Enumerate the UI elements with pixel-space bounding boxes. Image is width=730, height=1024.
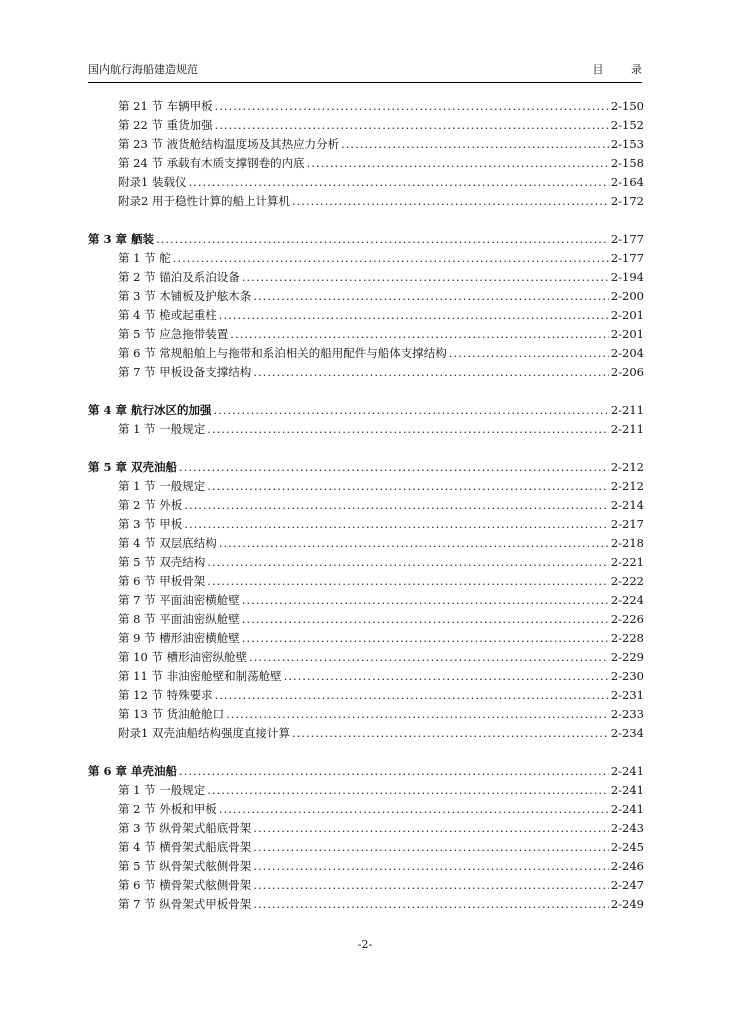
dot-leader xyxy=(242,629,609,648)
toc-entry-page: 2-152 xyxy=(610,118,644,132)
toc-entry-label: 第 4 节 横骨架式船底骨架 xyxy=(118,840,252,854)
toc-entry-page: 2-243 xyxy=(610,821,644,835)
toc-section-entry[interactable] xyxy=(88,534,644,553)
toc-entry-label: 第 6 节 横骨架式舷侧骨架 xyxy=(118,878,252,892)
toc-entry-label: 第 4 章 航行冰区的加强 xyxy=(88,403,212,417)
toc-section-entry[interactable] xyxy=(88,781,644,800)
toc-entry-page: 2-212 xyxy=(610,460,644,474)
toc-entry-page: 2-221 xyxy=(610,555,644,569)
dot-leader xyxy=(173,249,609,268)
dot-leader xyxy=(207,553,609,572)
toc-entry-page: 2-217 xyxy=(610,517,644,531)
toc-entry-label: 附录1 装载仪 xyxy=(118,175,187,189)
toc-section-entry[interactable] xyxy=(88,895,644,914)
running-header xyxy=(88,63,654,83)
dot-leader xyxy=(184,515,609,534)
dot-leader xyxy=(188,173,608,192)
toc-entry-page: 2-226 xyxy=(610,612,644,626)
toc-entry-page: 2-246 xyxy=(610,859,644,873)
toc-chapter-entry[interactable] xyxy=(88,762,644,781)
toc-chapter-entry[interactable] xyxy=(88,458,644,477)
toc-entry-label: 第 1 节 一般规定 xyxy=(118,783,206,797)
toc-entry-label: 第 6 节 甲板骨架 xyxy=(118,574,206,588)
toc-entry-page: 2-249 xyxy=(610,897,644,911)
dot-leader xyxy=(207,572,609,591)
toc-entry-label: 第 3 节 甲板 xyxy=(118,517,183,531)
toc-entry-page: 2-222 xyxy=(610,574,644,588)
header-section: 目 录 xyxy=(592,63,654,76)
toc-entry-label: 第 2 节 外板和甲板 xyxy=(118,802,217,816)
toc-entry-label: 第 7 节 甲板设备支撑结构 xyxy=(118,365,252,379)
toc-entry-label: 第 5 节 双壳结构 xyxy=(118,555,206,569)
toc-section-entry[interactable] xyxy=(88,800,644,819)
toc-entry-page: 2-164 xyxy=(610,175,644,189)
dot-leader xyxy=(230,325,609,344)
toc-entry-label: 第 4 节 桅或起重柱 xyxy=(118,308,217,322)
toc-section-entry[interactable] xyxy=(88,819,644,838)
toc-entry-page: 2-214 xyxy=(610,498,644,512)
toc-entry-label: 第 11 节 非油密舱壁和制荡舱壁 xyxy=(118,669,282,683)
toc-entry-page: 2-206 xyxy=(610,365,644,379)
toc-section-entry[interactable] xyxy=(88,135,644,154)
toc-entry-label: 第 3 节 木铺板及护舷木条 xyxy=(118,289,252,303)
toc-entry-label: 第 5 节 应急拖带装置 xyxy=(118,327,229,341)
dot-leader xyxy=(292,724,609,743)
toc-entry-page: 2-241 xyxy=(610,802,644,816)
toc-section-entry[interactable] xyxy=(88,420,644,439)
toc-chapter-entry[interactable] xyxy=(88,401,644,420)
toc-entry-label: 第 23 节 液货舱结构温度场及其热应力分析 xyxy=(118,137,340,151)
toc-entry-page: 2-158 xyxy=(610,156,644,170)
dot-leader xyxy=(253,287,609,306)
toc-entry-label: 第 21 节 车辆甲板 xyxy=(118,99,213,113)
toc-section-entry[interactable] xyxy=(88,572,644,591)
toc-entry-page: 2-233 xyxy=(610,707,644,721)
toc-entry-page: 2-228 xyxy=(610,631,644,645)
dot-leader xyxy=(207,477,609,496)
page-number: -2- xyxy=(357,938,373,951)
toc-entry-page: 2-241 xyxy=(610,783,644,797)
dot-leader xyxy=(215,686,609,705)
toc-section-entry[interactable] xyxy=(88,154,644,173)
toc-entry-page: 2-200 xyxy=(610,289,644,303)
toc-entry-label: 第 7 节 纵骨架式甲板骨架 xyxy=(118,897,252,911)
toc-entry-label: 第 13 节 货油舱舱口 xyxy=(118,707,225,721)
toc-entry-page: 2-201 xyxy=(610,327,644,341)
toc-entry-label: 第 3 节 纵骨架式船底骨架 xyxy=(118,821,252,835)
dot-leader xyxy=(253,895,609,914)
dot-leader xyxy=(253,363,609,382)
dot-leader xyxy=(207,781,609,800)
dot-leader xyxy=(341,135,609,154)
toc-entry-page: 2-231 xyxy=(610,688,644,702)
toc-section-entry[interactable] xyxy=(88,249,644,268)
dot-leader xyxy=(449,344,609,363)
dot-leader xyxy=(219,306,609,325)
toc-entry-label: 第 8 节 平面油密纵舱壁 xyxy=(118,612,240,626)
toc-section-entry[interactable] xyxy=(88,363,644,382)
dot-leader xyxy=(219,534,609,553)
toc-entry-page: 2-177 xyxy=(610,232,644,246)
toc-entry-page: 2-218 xyxy=(610,536,644,550)
dot-leader xyxy=(242,268,609,287)
toc-section-entry[interactable] xyxy=(88,477,644,496)
dot-leader xyxy=(284,667,609,686)
toc-section-entry[interactable] xyxy=(88,648,644,667)
toc-section-entry[interactable] xyxy=(88,97,644,116)
toc-section-entry[interactable] xyxy=(88,857,644,876)
table-of-contents xyxy=(88,97,644,914)
toc-entry-label: 第 6 节 常规船舶上与拖带和系泊相关的船用配件与船体支撑结构 xyxy=(118,346,447,360)
toc-entry-page: 2-153 xyxy=(610,137,644,151)
toc-section-entry[interactable] xyxy=(88,705,644,724)
toc-entry-label: 第 2 节 外板 xyxy=(118,498,183,512)
toc-section-entry[interactable] xyxy=(88,724,644,743)
dot-leader xyxy=(184,496,609,515)
toc-entry-label: 第 1 节 舵 xyxy=(118,251,171,265)
toc-entry-page: 2-234 xyxy=(610,726,644,740)
dot-leader xyxy=(249,648,609,667)
toc-section-entry[interactable] xyxy=(88,344,644,363)
toc-entry-label: 第 24 节 承载有木质支撑钢卷的内底 xyxy=(118,156,305,170)
toc-entry-label: 第 4 节 双层底结构 xyxy=(118,536,217,550)
toc-entry-page: 2-230 xyxy=(610,669,644,683)
toc-section-entry[interactable] xyxy=(88,306,644,325)
dot-leader xyxy=(215,97,609,116)
toc-entry-page: 2-247 xyxy=(610,878,644,892)
toc-entry-label: 第 3 章 舾装 xyxy=(88,232,155,246)
dot-leader xyxy=(226,705,609,724)
toc-section-entry[interactable] xyxy=(88,287,644,306)
toc-entry-label: 第 5 节 纵骨架式舷侧骨架 xyxy=(118,859,252,873)
toc-entry-label: 第 1 节 一般规定 xyxy=(118,422,206,436)
dot-leader xyxy=(215,116,609,135)
toc-entry-page: 2-224 xyxy=(610,593,644,607)
toc-section-entry[interactable] xyxy=(88,591,644,610)
dot-leader xyxy=(253,838,609,857)
toc-entry-label: 第 22 节 重货加强 xyxy=(118,118,213,132)
toc-section-entry[interactable] xyxy=(88,838,644,857)
toc-entry-page: 2-241 xyxy=(610,764,644,778)
toc-entry-page: 2-172 xyxy=(610,194,644,208)
header-title: 国内航行海船建造规范 xyxy=(88,63,198,76)
dot-leader xyxy=(242,610,609,629)
dot-leader xyxy=(214,401,609,420)
toc-entry-label: 第 6 章 单壳油船 xyxy=(88,764,178,778)
dot-leader xyxy=(292,192,609,211)
dot-leader xyxy=(179,762,609,781)
dot-leader xyxy=(253,819,609,838)
toc-entry-label: 第 2 节 锚泊及系泊设备 xyxy=(118,270,240,284)
dot-leader xyxy=(207,420,609,439)
toc-entry-page: 2-229 xyxy=(610,650,644,664)
toc-entry-page: 2-150 xyxy=(610,99,644,113)
dot-leader xyxy=(219,800,609,819)
toc-section-entry[interactable] xyxy=(88,686,644,705)
toc-section-entry[interactable] xyxy=(88,192,644,211)
dot-leader xyxy=(179,458,609,477)
toc-entry-page: 2-201 xyxy=(610,308,644,322)
toc-entry-page: 2-204 xyxy=(610,346,644,360)
toc-entry-label: 第 9 节 槽形油密横舱壁 xyxy=(118,631,240,645)
toc-section-entry[interactable] xyxy=(88,325,644,344)
dot-leader xyxy=(253,857,609,876)
toc-entry-page: 2-212 xyxy=(610,479,644,493)
toc-entry-label: 第 7 节 平面油密横舱壁 xyxy=(118,593,240,607)
toc-chapter-entry[interactable] xyxy=(88,230,644,249)
toc-entry-label: 第 10 节 槽形油密纵舱壁 xyxy=(118,650,248,664)
toc-entry-label: 附录1 双壳油船结构强度直接计算 xyxy=(118,726,290,740)
toc-section-entry[interactable] xyxy=(88,667,644,686)
toc-section-entry[interactable] xyxy=(88,116,644,135)
dot-leader xyxy=(242,591,609,610)
toc-section-entry[interactable] xyxy=(88,496,644,515)
toc-entry-page: 2-177 xyxy=(610,251,644,265)
toc-entry-label: 第 5 章 双壳油船 xyxy=(88,460,178,474)
toc-entry-page: 2-211 xyxy=(610,403,644,417)
toc-section-entry[interactable] xyxy=(88,515,644,534)
toc-entry-label: 第 1 节 一般规定 xyxy=(118,479,206,493)
toc-entry-page: 2-194 xyxy=(610,270,644,284)
toc-section-entry[interactable] xyxy=(88,553,644,572)
toc-section-entry[interactable] xyxy=(88,629,644,648)
toc-entry-page: 2-211 xyxy=(610,422,644,436)
toc-section-entry[interactable] xyxy=(88,173,644,192)
toc-section-entry[interactable] xyxy=(88,610,644,629)
toc-entry-label: 第 12 节 特殊要求 xyxy=(118,688,213,702)
dot-leader xyxy=(156,230,609,249)
toc-section-entry[interactable] xyxy=(88,876,644,895)
toc-entry-label: 附录2 用于稳性计算的船上计算机 xyxy=(118,194,290,208)
toc-entry-page: 2-245 xyxy=(610,840,644,854)
dot-leader xyxy=(307,154,609,173)
dot-leader xyxy=(253,876,609,895)
toc-section-entry[interactable] xyxy=(88,268,644,287)
